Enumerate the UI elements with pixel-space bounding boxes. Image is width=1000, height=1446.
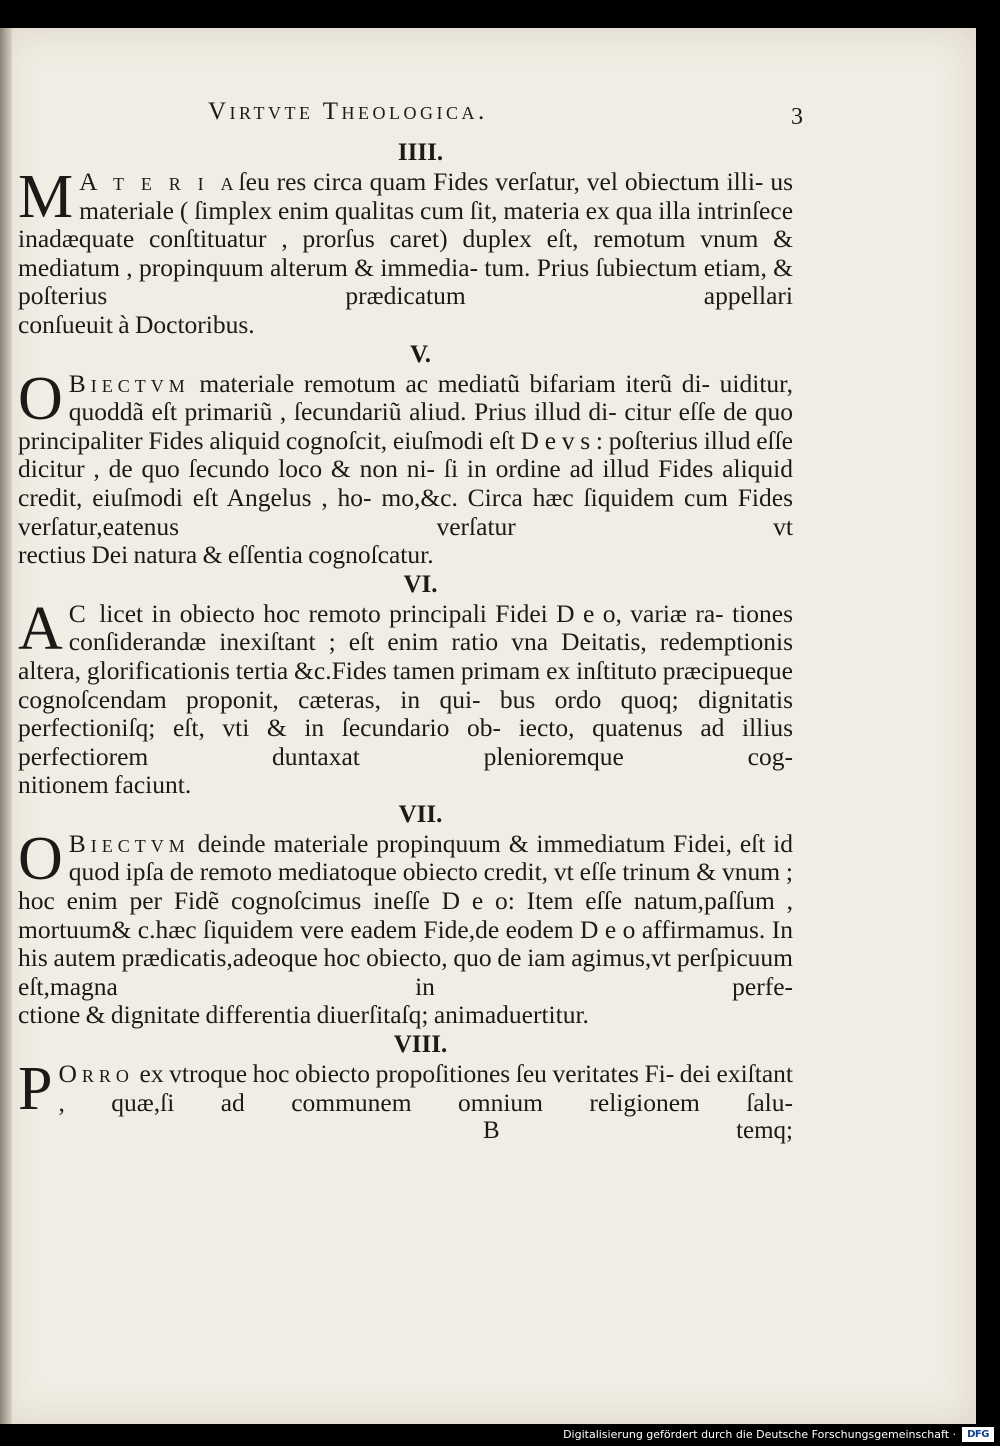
lead-word: Orro (58, 1059, 134, 1089)
drop-cap: O (18, 364, 63, 433)
text-line: tiones conſiderandæ inexiſtant ; eſt enim ratio vna Deitatis, (68, 598, 794, 657)
text-line: ſi in ordine ad illud Fides aliquid credit, eiuſmodi eſt Angelus , ho- (18, 454, 793, 512)
page-gutter-shadow (0, 28, 12, 1424)
folio-number: 3 (791, 104, 803, 130)
section-8 (18, 1030, 793, 1124)
paragraph (18, 824, 794, 1002)
lead-word: C (68, 598, 91, 628)
text-line: Fidei, eſt id quod ipſa de remoto mediatoque obiecto credit, vt (68, 828, 794, 887)
text-line: ex inſtituto præcipueque cognoſcendam proponit, cæteras, in qui- (18, 655, 793, 714)
text-line: dei exiſtant , quæ,ſi ad communem omnium religionem ſalu- (58, 1059, 793, 1117)
section-number: VI. (403, 570, 438, 598)
viewer-footer (0, 1424, 1000, 1446)
text-line: deinde materiale propinquum & immediatum (189, 828, 666, 858)
text-line: conſueuit à Doctoribus. (18, 309, 255, 339)
lead-word: Biectvm (68, 828, 190, 858)
text-line: illa intrinſece inadæquate conſtituatur , prorſus caret) duplex eſt, (18, 195, 794, 254)
text-line: materiale remotum ac mediatũ bifariam iterũ di- (189, 368, 711, 398)
section-5 (18, 340, 793, 570)
text-line: ſeu res circa quam Fides verſatur, vel obiectum illi- (238, 167, 764, 196)
text-line: Item eſſe natum,paſſum , mortuum& c.hæc ſiquidem vere eadem (18, 886, 793, 944)
text-line: nitionem faciunt. (18, 770, 192, 800)
text-line: bus ordo quoq; dignitatis perfectioniſq; eſt, vti & in ſecundario ob- (18, 684, 793, 743)
text-block (18, 98, 803, 1147)
section-number: V. (409, 340, 432, 368)
text-line: us materiale ( ſimplex enim qualitas cum ſit, materia ex qua (79, 167, 794, 225)
paragraph (18, 1055, 793, 1124)
dfg-logo[interactable]: DFG (962, 1427, 994, 1442)
running-title: Virtvte Theologica. (208, 98, 488, 125)
text-line: ex vtroque hoc obiecto propoſitiones ſeu veritates Fi- (133, 1059, 675, 1089)
section-4 (18, 138, 793, 340)
text-line: citur eſſe de quo principaliter Fides aliquid cognoſcit, eiuſmodi eſt (18, 397, 793, 455)
section-number: VIII. (393, 1031, 448, 1059)
drop-cap: M (18, 163, 74, 231)
text-line: redemptionis altera, glorificationis tertia &c.Fides tamen primam (18, 627, 793, 685)
section-number: VII. (398, 800, 443, 828)
page-foot (18, 1117, 793, 1147)
text-line: hoc obiecto, quo de iam agimus,vt perſpicuum eſt,magna in perfe- (18, 943, 794, 1001)
running-head (208, 98, 803, 138)
drop-cap: O (18, 824, 63, 893)
paragraph (18, 594, 794, 772)
paragraph (18, 364, 794, 542)
paragraph-last-line (18, 311, 793, 340)
paragraph-last-line (18, 771, 793, 800)
book-page (0, 28, 976, 1424)
text-line: tum. Prius ſubiectum etiam, & poſterius prædicatum appellari (18, 252, 793, 311)
funding-credit: Digitalisierung gefördert durch die Deutsche Forschungsgemeinschaft · (563, 1428, 956, 1441)
paragraph (18, 163, 794, 311)
text-line: licet in obiecto hoc remoto principali Fidei D e o, variæ ra- (90, 598, 724, 628)
signature-mark: B (483, 1117, 500, 1145)
lead-word: A t e r i a (79, 167, 239, 196)
text-line: eſſe trinum & vnum ; hoc enim per Fidẽ cognoſcimus ineſſe D e o: (18, 857, 794, 916)
drop-cap: A (18, 594, 63, 663)
text-line: mo,&c. Circa hæc ſiquidem cum Fides verſatur,eatenus verſatur vt (18, 482, 793, 541)
text-line: D e v s : poſterius illud eſſe dicitur , de quo ſecundo loco & non ni- (18, 425, 794, 484)
lead-word: Biectvm (68, 368, 190, 398)
catchword: temq; (736, 1117, 793, 1145)
section-6 (18, 570, 793, 800)
section-number: IIII. (397, 139, 444, 166)
paragraph-last-line (18, 541, 793, 570)
paragraph-last-line (18, 1001, 793, 1030)
drop-cap: P (18, 1055, 53, 1124)
section-7 (18, 800, 793, 1030)
text-line: rectius Dei natura & eſſentia cognoſcatur. (18, 540, 434, 570)
text-line: Fide,de eodem D e o affirmamus. In his autem prædicatis,adeoque (18, 914, 793, 973)
text-line: ctione & dignitate differentia diuerſitaſq; animaduertitur. (18, 1000, 589, 1030)
text-line: iecto, quatenus ad illius perfectiorem duntaxat plenioremque cog- (18, 713, 794, 771)
text-line: uiditur, quoddã eſt primariũ , ſecundariũ aliud. Prius illud di- (68, 368, 794, 427)
text-line: remotum vnum & mediatum , propinquum alterum & immedia- (18, 224, 794, 282)
